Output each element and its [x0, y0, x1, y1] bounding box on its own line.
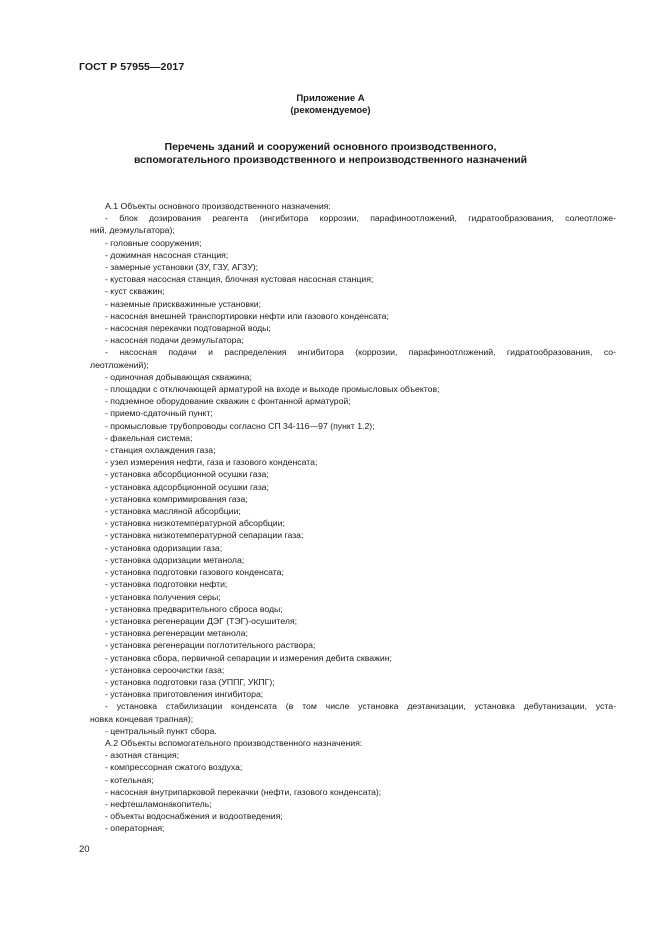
- list-item: - насосная перекачки подтоварной воды;: [105, 323, 271, 334]
- section-heading: А.2 Объекты вспомогательного производственного назначения:: [105, 737, 363, 748]
- list-item: - насосная подачи и распределения ингибитора (коррозии, парафиноотложений, гидратообразования, со-: [105, 347, 616, 358]
- list-item: - дожимная насосная станция;: [105, 249, 229, 260]
- section-heading: А.1 Объекты основного производственного назначения:: [105, 201, 331, 211]
- list-item: - площадки с отключающей арматурой на входе и выходе промысловых объектов;: [105, 384, 440, 395]
- list-item: - наземные прискважинные установки;: [105, 298, 262, 309]
- list-item: - насосная внешней транспортировки нефти или газового конденсата;: [105, 310, 389, 321]
- annex-title: Приложение А: [296, 93, 365, 104]
- list-item: - установка абсорбционной осушки газа;: [105, 469, 269, 480]
- list-item-continuation: новка концевая трапная);: [90, 713, 194, 724]
- list-item: - объекты водоснабжения и водоотведения;: [105, 811, 283, 822]
- list-item: - установка низкотемпературной абсорбции;: [105, 518, 285, 529]
- document-title-line: вспомогательного производственного и непроизводственного назначений: [133, 154, 528, 166]
- list-item: - факельная система;: [105, 432, 193, 443]
- list-item: - установка сбора, первичной сепарации и измерения дебита скважин;: [105, 652, 392, 663]
- document-body: [90, 200, 616, 835]
- list-item: - установка низкотемпературной сепарации газа;: [105, 530, 304, 541]
- list-item: - компрессорная сжатого воздуха;: [105, 762, 243, 773]
- list-item: - станция охлаждения газа;: [105, 445, 216, 456]
- list-item: - насосная внутрипарковой перекачки (нефти, газового конденсата);: [105, 786, 382, 797]
- list-item-continuation: леотложений);: [90, 359, 149, 370]
- page-number: 20: [79, 844, 90, 855]
- list-item: - установка регенерации ДЭГ (ТЭГ)-осушителя;: [105, 615, 298, 626]
- list-item: - замерные установки (ЗУ, ГЗУ, АГЗУ);: [105, 262, 259, 273]
- list-item: - азотная станция;: [105, 750, 180, 761]
- list-item: - установка регенерации поглотительного раствора;: [105, 640, 316, 651]
- list-item: - промысловые трубопроводы согласно СП 34-116—97 (пункт 1.2);: [105, 420, 375, 431]
- list-item: - головные сооружения;: [105, 237, 202, 248]
- list-item: - установка предварительного сброса воды;: [105, 603, 283, 614]
- list-item-continuation: ний, деэмульгатора);: [90, 225, 175, 236]
- list-item: - установка адсорбционной осушки газа;: [105, 481, 269, 492]
- list-item: - котельная;: [105, 774, 154, 785]
- document-title: [0, 141, 661, 167]
- list-item: - блок дозирования реагента (ингибитора коррозии, парафиноотложений, гидратообразования, солеотложе-: [105, 213, 616, 224]
- list-item: - нефтешламонакопитель;: [105, 798, 212, 809]
- list-item: - установка получения серы;: [105, 591, 221, 602]
- list-item: - одиночная добывающая скважина;: [105, 371, 252, 382]
- list-item: - установка масляной абсорбции;: [105, 506, 241, 517]
- list-item: - приемо-сдаточный пункт;: [105, 408, 213, 419]
- list-item: - центральный пункт сбора.: [105, 725, 217, 736]
- annex-subtitle: (рекомендуемое): [290, 105, 371, 116]
- list-item: - установка сероочистки газа;: [105, 664, 225, 675]
- list-item: - операторная;: [105, 823, 165, 834]
- list-item: - установка компримирования газа;: [105, 493, 248, 504]
- list-item: - установка одоризации газа;: [105, 542, 223, 553]
- list-item: - установка подготовки газового конденсата;: [105, 567, 284, 578]
- list-item: - установка подготовки нефти;: [105, 579, 228, 590]
- list-item: - установка одоризации метанола;: [105, 554, 245, 565]
- list-item: - подземное оборудование скважин с фонтанной арматурой;: [105, 396, 351, 407]
- list-item: - насосная подачи деэмульгатора;: [105, 335, 244, 346]
- list-item: - установка регенерации метанола;: [105, 628, 248, 639]
- list-item: - узел измерения нефти, газа и газового конденсата;: [105, 457, 318, 468]
- standard-header: ГОСТ Р 57955—2017: [79, 61, 185, 73]
- list-item: - установка подготовки газа (УППГ, УКПГ);: [105, 676, 275, 687]
- list-item: - установка приготовления ингибитора;: [105, 689, 264, 700]
- list-item: - кустовая насосная станция, блочная кустовая насосная станция;: [105, 274, 374, 285]
- list-item: - установка стабилизации конденсата (в том числе установка деэтанизации, установка дебутанизации, уста-: [105, 701, 616, 712]
- document-title-line: Перечень зданий и сооружений основного производственного,: [164, 141, 497, 153]
- list-item: - куст скважин;: [105, 286, 165, 297]
